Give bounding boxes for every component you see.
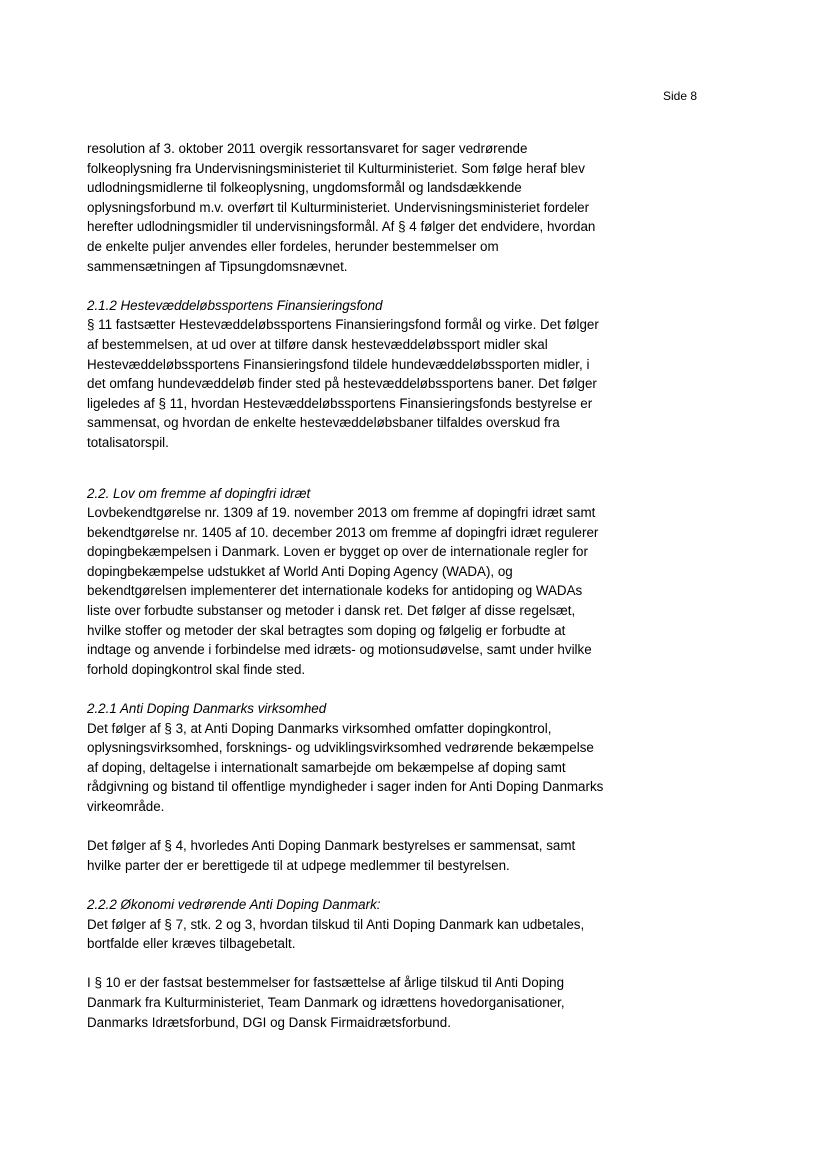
- document-body: [87, 139, 647, 1032]
- paragraph-virksomhed: Det følger af § 3, at Anti Doping Danmarks virksomhed omfatter dopingkontrol, oplysningsvirksomhed, forsknings- og udviklingsvirksomhed vedrørende bekæmpelse af doping, deltagelse i internationalt samarbejde om bekæmpelse af doping samt rådgivning og bistand til offentlige myndigheder i sager inden for Anti Doping Danmarks virkeområde.: [87, 720, 604, 814]
- page-number: Side 8: [662, 89, 697, 103]
- paragraph-resolution: resolution af 3. oktober 2011 overgik ressortansvaret for sager vedrørende folkeoplysning fra Undervisningsministeriet til Kulturministeriet. Som følge heraf blev udlodningsmidlerne til folkeoplysning, ungdomsformål og landsdækkende oplysningsforbund m.v. overført til Kulturministeriet. Undervisningsministeriet fordeler herefter udlodningsmidler til undervisningsformål. Af § 4 følger det endvidere, hvordan de enkelte puljer anvendes eller fordeles, herunder bestemmelser om sammensætningen af Tipsungdomsnævnet.: [87, 141, 596, 274]
- paragraph-finansieringsfond: § 11 fastsætter Hestevæddeløbssportens Finansieringsfond formål og virke. Det følger af bestemmelsen, at ud over at tilføre dansk hestevæddeløbssport midler skal Hestevæddeløbssportens Finansieringsfond tildele hundevæddeløbssporten midler, i det omfang hundevæddeløb finder sted på hestevæddeløbssportens baner. Det følger ligeledes af § 11, hvordan Hestevæddeløbssportens Finansieringsfonds bestyrelse er sammensat, og hvordan de enkelte hestevæddeløbsbaner tilfaldes overskud fra totalisatorspil.: [87, 317, 599, 450]
- section-heading-2-2-1: 2.2.1 Anti Doping Danmarks virksomhed: [87, 701, 327, 717]
- section-heading-2-1-2: 2.1.2 Hestevæddeløbssportens Finansieringsfond: [87, 297, 383, 313]
- paragraph-tilskud: Det følger af § 7, stk. 2 og 3, hvordan tilskud til Anti Doping Danmark kan udbetales, bortfalde eller kræves tilbagebetalt.: [87, 916, 585, 952]
- paragraph-aarlige-tilskud: I § 10 er der fastsat bestemmelser for fastsættelse af årlige tilskud til Anti Doping Danmark fra Kulturministeriet, Team Danmark og idrættens hovedorganisationer, Danmarks Idrætsforbund, DGI og Dansk Firmaidrætsforbund.: [87, 975, 565, 1030]
- section-heading-2-2: 2.2. Lov om fremme af dopingfri idræt: [87, 485, 311, 501]
- section-heading-2-2-2: 2.2.2 Økonomi vedrørende Anti Doping Danmark:: [87, 896, 381, 912]
- paragraph-bestyrelse: Det følger af § 4, hvorledes Anti Doping Danmark bestyrelses er sammensat, samt hvilke parter der er berettigede til at udpege medlemmer til bestyrelsen.: [87, 838, 576, 873]
- paragraph-dopingfri-idraet: Lovbekendtgørelse nr. 1309 af 19. november 2013 om fremme af dopingfri idræt samt bekendtgørelse nr. 1405 af 10. december 2013 om fremme af dopingfri idræt regulerer dopingbekæmpelsen i Danmark. Loven er bygget op over de internationale regler for dopingbekæmpelse udstukket af World Anti Doping Agency (WADA), og bekendtgørelsen implementerer det internationale kodeks for antidoping og WADAs liste over forbudte substanser og metoder i dansk ret. Det følger af disse regelsæt, hvilke stoffer og metoder der skal betragtes som doping og følgelig er forbudte at indtage og anvende i forbindelse med idræts- og motionsudøvelse, samt under hvilke forhold dopingkontrol skal finde sted.: [87, 505, 599, 677]
